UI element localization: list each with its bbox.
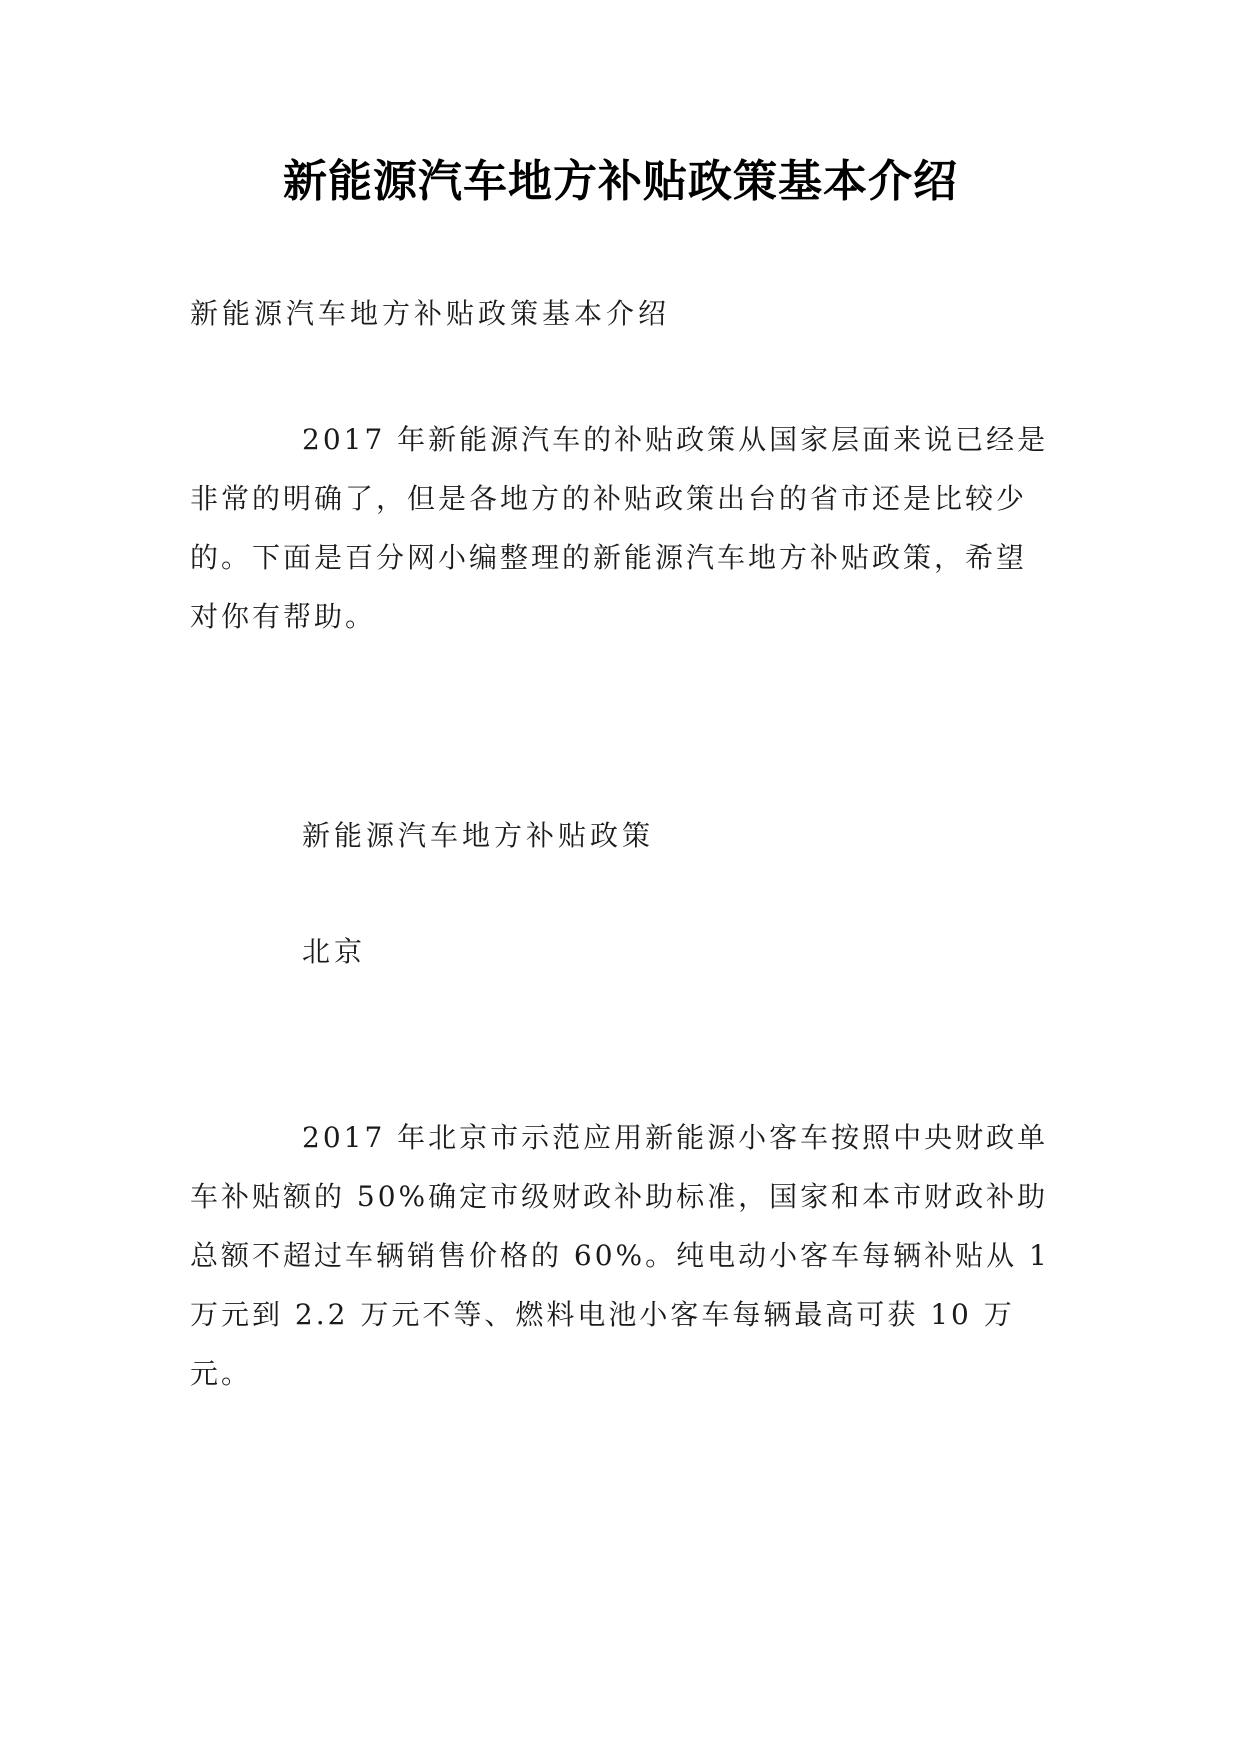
city-heading-beijing: 北京 xyxy=(302,935,367,968)
beijing-paragraph: 2017 年北京市示范应用新能源小客车按照中央财政单车补贴额的 50%确定市级财政补助标准，国家和本市财政补助总额不超过车辆销售价格的 60%。纯电动小客车每辆补贴从 1 万元到 2.2 万元不等、燃料电池小客车每辆最高可获 10 万元。 xyxy=(190,1121,1050,1390)
intro-paragraph: 2017 年新能源汽车的补贴政策从国家层面来说已经是非常的明确了，但是各地方的补贴政策出台的省市还是比较少的。下面是百分网小编整理的新能源汽车地方补贴政策，希望对你有帮助。 xyxy=(190,423,1049,633)
document-title: 新能源汽车地方补贴政策基本介绍 xyxy=(283,156,958,207)
document-subtitle: 新能源汽车地方补贴政策基本介绍 xyxy=(190,297,671,330)
section-heading: 新能源汽车地方补贴政策 xyxy=(302,819,655,852)
